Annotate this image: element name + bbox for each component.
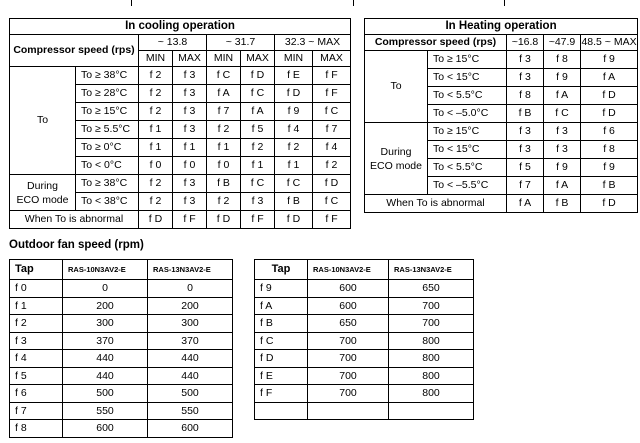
rpm-cell: 800 [389, 350, 474, 368]
min-label: MIN [139, 51, 173, 67]
value-cell: f F [173, 211, 207, 229]
rpm-cell: 650 [389, 280, 474, 298]
value-cell: f 0 [173, 157, 207, 175]
heating-speed-range: ~47.9 [544, 35, 581, 51]
value-cell: f A [507, 195, 544, 213]
tap-header: Tap [255, 260, 308, 280]
value-cell: f 1 [139, 139, 173, 157]
condition-cell: To < 38°C [76, 193, 139, 211]
value-cell: f A [544, 87, 581, 105]
value-cell: f B [581, 177, 638, 195]
heating-to-label: To [365, 51, 428, 123]
value-cell: f 6 [581, 123, 638, 141]
value-cell: f 3 [173, 175, 207, 193]
cooling-speed-range: ~ 13.8 [139, 35, 207, 51]
min-label: MIN [275, 51, 313, 67]
value-cell: f B [507, 105, 544, 123]
value-cell: f 3 [544, 141, 581, 159]
rpm-cell: 700 [389, 297, 474, 315]
value-cell: f 7 [313, 121, 351, 139]
value-cell: f B [275, 193, 313, 211]
outdoor-fan-speed-heading: Outdoor fan speed (rpm) [9, 239, 144, 251]
rpm-cell [389, 402, 474, 420]
rpm-cell: 440 [148, 367, 233, 385]
condition-cell: To ≥ 28°C [76, 85, 139, 103]
value-cell: f 2 [207, 121, 241, 139]
rpm-cell: 440 [148, 350, 233, 368]
top-tick [504, 0, 505, 6]
value-cell: f 9 [544, 159, 581, 177]
condition-cell: To ≥ 15°C [428, 123, 507, 141]
rpm-cell: 300 [63, 315, 148, 333]
rpm-cell: 800 [389, 367, 474, 385]
heating-speed-range: ~16.8 [507, 35, 544, 51]
value-cell: f 2 [139, 175, 173, 193]
tap-cell: f F [255, 385, 308, 403]
value-cell: f 2 [139, 67, 173, 85]
condition-cell: To < –5.0°C [428, 105, 507, 123]
value-cell: f 2 [139, 193, 173, 211]
value-cell: f A [207, 85, 241, 103]
value-cell: f D [581, 195, 638, 213]
condition-cell: To ≥ 15°C [76, 103, 139, 121]
tap-cell: f 9 [255, 280, 308, 298]
value-cell: f D [313, 175, 351, 193]
rpm-cell: 600 [308, 280, 389, 298]
eco-label-line: ECO mode [16, 193, 69, 206]
fan-speed-table-right [254, 259, 474, 420]
value-cell: f 3 [173, 103, 207, 121]
rpm-cell: 600 [308, 297, 389, 315]
value-cell: f 0 [139, 157, 173, 175]
value-cell: f 1 [207, 139, 241, 157]
value-cell: f 7 [207, 103, 241, 121]
value-cell: f C [241, 175, 275, 193]
rpm-cell [308, 402, 389, 420]
cooling-to-label: To [10, 67, 76, 175]
condition-cell: To ≥ 0°C [76, 139, 139, 157]
rpm-cell: 500 [63, 385, 148, 403]
value-cell: f 4 [313, 139, 351, 157]
value-cell: f 4 [275, 121, 313, 139]
heating-operation-table [364, 18, 638, 213]
value-cell: f 5 [241, 121, 275, 139]
value-cell: f E [275, 67, 313, 85]
max-label: MAX [173, 51, 207, 67]
tap-cell: f C [255, 332, 308, 350]
value-cell: f 3 [173, 193, 207, 211]
tap-header: Tap [10, 260, 63, 280]
value-cell: f C [275, 175, 313, 193]
tap-cell [255, 402, 308, 420]
rpm-cell: 550 [63, 402, 148, 420]
value-cell: f 5 [507, 159, 544, 177]
value-cell: f D [581, 105, 638, 123]
rpm-cell: 0 [63, 280, 148, 298]
value-cell: f 3 [173, 85, 207, 103]
condition-cell: To ≥ 15°C [428, 51, 507, 69]
value-cell: f D [241, 67, 275, 85]
tap-cell: f 0 [10, 280, 63, 298]
condition-cell: To ≥ 5.5°C [76, 121, 139, 139]
tap-cell: f 6 [10, 385, 63, 403]
value-cell: f A [581, 69, 638, 87]
value-cell: f D [581, 87, 638, 105]
eco-label-line: During [27, 179, 58, 192]
fan-speed-table-left [9, 259, 233, 438]
tap-cell: f 5 [10, 367, 63, 385]
value-cell: f 8 [544, 51, 581, 69]
rpm-cell: 300 [148, 315, 233, 333]
value-cell: f 3 [507, 141, 544, 159]
value-cell: f 3 [507, 51, 544, 69]
value-cell: f F [313, 211, 351, 229]
eco-label-line: During [380, 145, 412, 158]
rpm-cell: 700 [389, 315, 474, 333]
value-cell: f 7 [507, 177, 544, 195]
tap-cell: f 4 [10, 350, 63, 368]
condition-cell: To ≥ 38°C [76, 175, 139, 193]
condition-cell: To < 5.5°C [428, 87, 507, 105]
value-cell: f 1 [173, 139, 207, 157]
rpm-cell: 370 [148, 332, 233, 350]
value-cell: f D [207, 211, 241, 229]
cooling-title: In cooling operation [10, 19, 351, 35]
rpm-cell: 700 [308, 332, 389, 350]
value-cell: f 9 [275, 103, 313, 121]
top-tick [353, 0, 354, 6]
rpm-cell: 650 [308, 315, 389, 333]
value-cell: f 3 [507, 69, 544, 87]
value-cell: f 2 [207, 193, 241, 211]
value-cell: f 8 [507, 87, 544, 105]
condition-cell: To < 0°C [76, 157, 139, 175]
value-cell: f 2 [139, 85, 173, 103]
value-cell: f F [313, 67, 351, 85]
rpm-cell: 0 [148, 280, 233, 298]
value-cell: f 0 [207, 157, 241, 175]
rpm-cell: 600 [148, 420, 233, 438]
value-cell: f D [275, 85, 313, 103]
model-header: RAS-13N3AV2-E [389, 260, 474, 280]
value-cell: f C [313, 103, 351, 121]
max-label: MAX [313, 51, 351, 67]
model-header: RAS-10N3AV2-E [63, 260, 148, 280]
value-cell: f 2 [241, 139, 275, 157]
heating-title: In Heating operation [365, 19, 638, 35]
rpm-cell: 440 [63, 350, 148, 368]
tap-cell: f B [255, 315, 308, 333]
rpm-cell: 600 [63, 420, 148, 438]
model-header: RAS-13N3AV2-E [148, 260, 233, 280]
value-cell: f C [241, 85, 275, 103]
rpm-cell: 700 [308, 367, 389, 385]
rpm-cell: 700 [308, 385, 389, 403]
value-cell: f 1 [139, 121, 173, 139]
condition-cell: To < –5.5°C [428, 177, 507, 195]
value-cell: f 3 [173, 67, 207, 85]
value-cell: f F [313, 85, 351, 103]
value-cell: f A [544, 177, 581, 195]
rpm-cell: 800 [389, 332, 474, 350]
max-label: MAX [241, 51, 275, 67]
value-cell: f C [207, 67, 241, 85]
value-cell: f A [241, 103, 275, 121]
value-cell: f 3 [507, 123, 544, 141]
rpm-cell: 440 [63, 367, 148, 385]
heating-speed-range: 48.5 ~ MAX [581, 35, 638, 51]
tap-cell: f 3 [10, 332, 63, 350]
value-cell: f 9 [581, 159, 638, 177]
value-cell: f C [544, 105, 581, 123]
cooling-speed-range: 32.3 ~ MAX [275, 35, 351, 51]
value-cell: f 1 [241, 157, 275, 175]
value-cell: f 9 [581, 51, 638, 69]
value-cell: f 3 [241, 193, 275, 211]
heating-eco-label [365, 123, 428, 195]
cooling-abnormal-label: When To is abnormal [10, 211, 139, 229]
top-tick [131, 0, 132, 6]
tap-cell: f 8 [10, 420, 63, 438]
value-cell: f 2 [139, 103, 173, 121]
tap-cell: f D [255, 350, 308, 368]
value-cell: f C [313, 193, 351, 211]
rpm-cell: 550 [148, 402, 233, 420]
tap-cell: f A [255, 297, 308, 315]
rpm-cell: 700 [308, 350, 389, 368]
value-cell: f 9 [544, 69, 581, 87]
condition-cell: To < 15°C [428, 141, 507, 159]
value-cell: f D [275, 211, 313, 229]
tap-cell: f 1 [10, 297, 63, 315]
value-cell: f D [139, 211, 173, 229]
rpm-cell: 370 [63, 332, 148, 350]
condition-cell: To ≥ 38°C [76, 67, 139, 85]
value-cell: f 3 [544, 123, 581, 141]
tap-cell: f 2 [10, 315, 63, 333]
value-cell: f B [207, 175, 241, 193]
heating-compressor-label: Compressor speed (rps) [365, 35, 507, 51]
cooling-speed-range: ~ 31.7 [207, 35, 275, 51]
cooling-operation-table [9, 18, 351, 229]
min-label: MIN [207, 51, 241, 67]
value-cell: f F [241, 211, 275, 229]
cooling-eco-label [10, 175, 76, 211]
value-cell: f B [544, 195, 581, 213]
value-cell: f 2 [313, 157, 351, 175]
rpm-cell: 500 [148, 385, 233, 403]
condition-cell: To < 5.5°C [428, 159, 507, 177]
eco-label-line: ECO mode [370, 159, 422, 172]
value-cell: f 3 [173, 121, 207, 139]
model-header: RAS-10N3AV2-E [308, 260, 389, 280]
heating-abnormal-label: When To is abnormal [365, 195, 507, 213]
tap-cell: f E [255, 367, 308, 385]
value-cell: f 1 [275, 157, 313, 175]
value-cell: f 8 [581, 141, 638, 159]
cooling-compressor-label: Compressor speed (rps) [10, 35, 139, 67]
rpm-cell: 800 [389, 385, 474, 403]
rpm-cell: 200 [148, 297, 233, 315]
rpm-cell: 200 [63, 297, 148, 315]
condition-cell: To < 15°C [428, 69, 507, 87]
value-cell: f 2 [275, 139, 313, 157]
tap-cell: f 7 [10, 402, 63, 420]
